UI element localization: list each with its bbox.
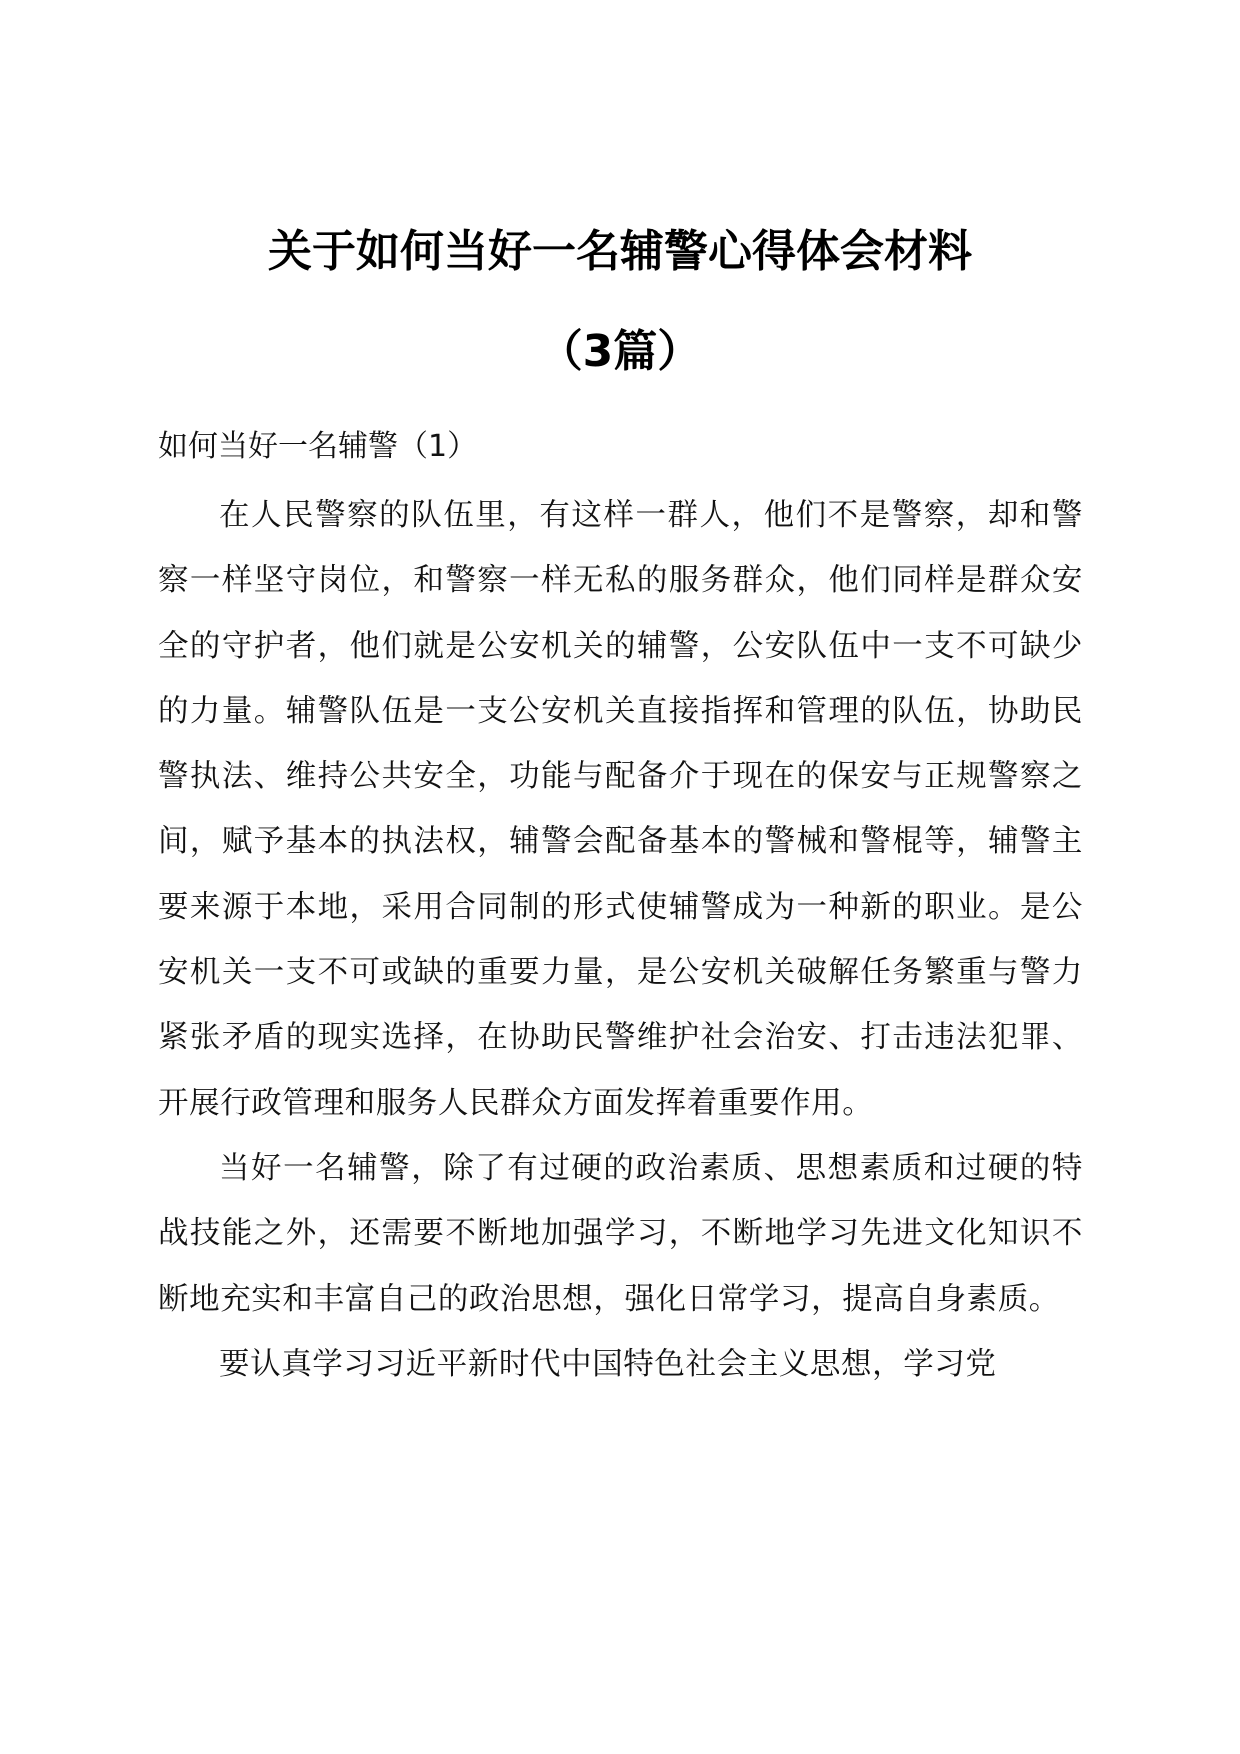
document-subtitle: （3篇） bbox=[538, 326, 702, 377]
body-text bbox=[158, 483, 1083, 1397]
paragraph: 要认真学习习近平新时代中国特色社会主义思想，学习党 bbox=[219, 1346, 997, 1382]
document-title: 关于如何当好一名辅警心得体会材料 bbox=[268, 226, 972, 277]
section-heading: 如何当好一名辅警（1） bbox=[158, 429, 478, 464]
paragraph: 在人民警察的队伍里，有这样一群人，他们不是警察，却和警察一样坚守岗位，和警察一样无私的服务群众，他们同样是群众安全的守护者，他们就是公安机关的辅警，公安队伍中一支不可缺少的力量。辅警队伍是一支公安机关直接指挥和管理的队伍，协助民警执法、维持公共安全，功能与配备介于现在的保安与正规警察之间，赋予基本的执法权，辅警会配备基本的警械和警棍等，辅警主要来源于本地，采用合同制的形式使辅警成为一种新的职业。是公安机关一支不可或缺的重要力量，是公安机关破解任务繁重与警力紧张矛盾的现实选择，在协助民警维护社会治安、打击违法犯罪、开展行政管理和服务人民群众方面发挥着重要作用。 bbox=[158, 498, 1083, 1121]
paragraph: 当好一名辅警，除了有过硬的政治素质、思想素质和过硬的特战技能之外，还需要不断地加强学习，不断地学习先进文化知识不断地充实和丰富自己的政治思想，强化日常学习，提高自身素质。 bbox=[158, 1150, 1083, 1317]
